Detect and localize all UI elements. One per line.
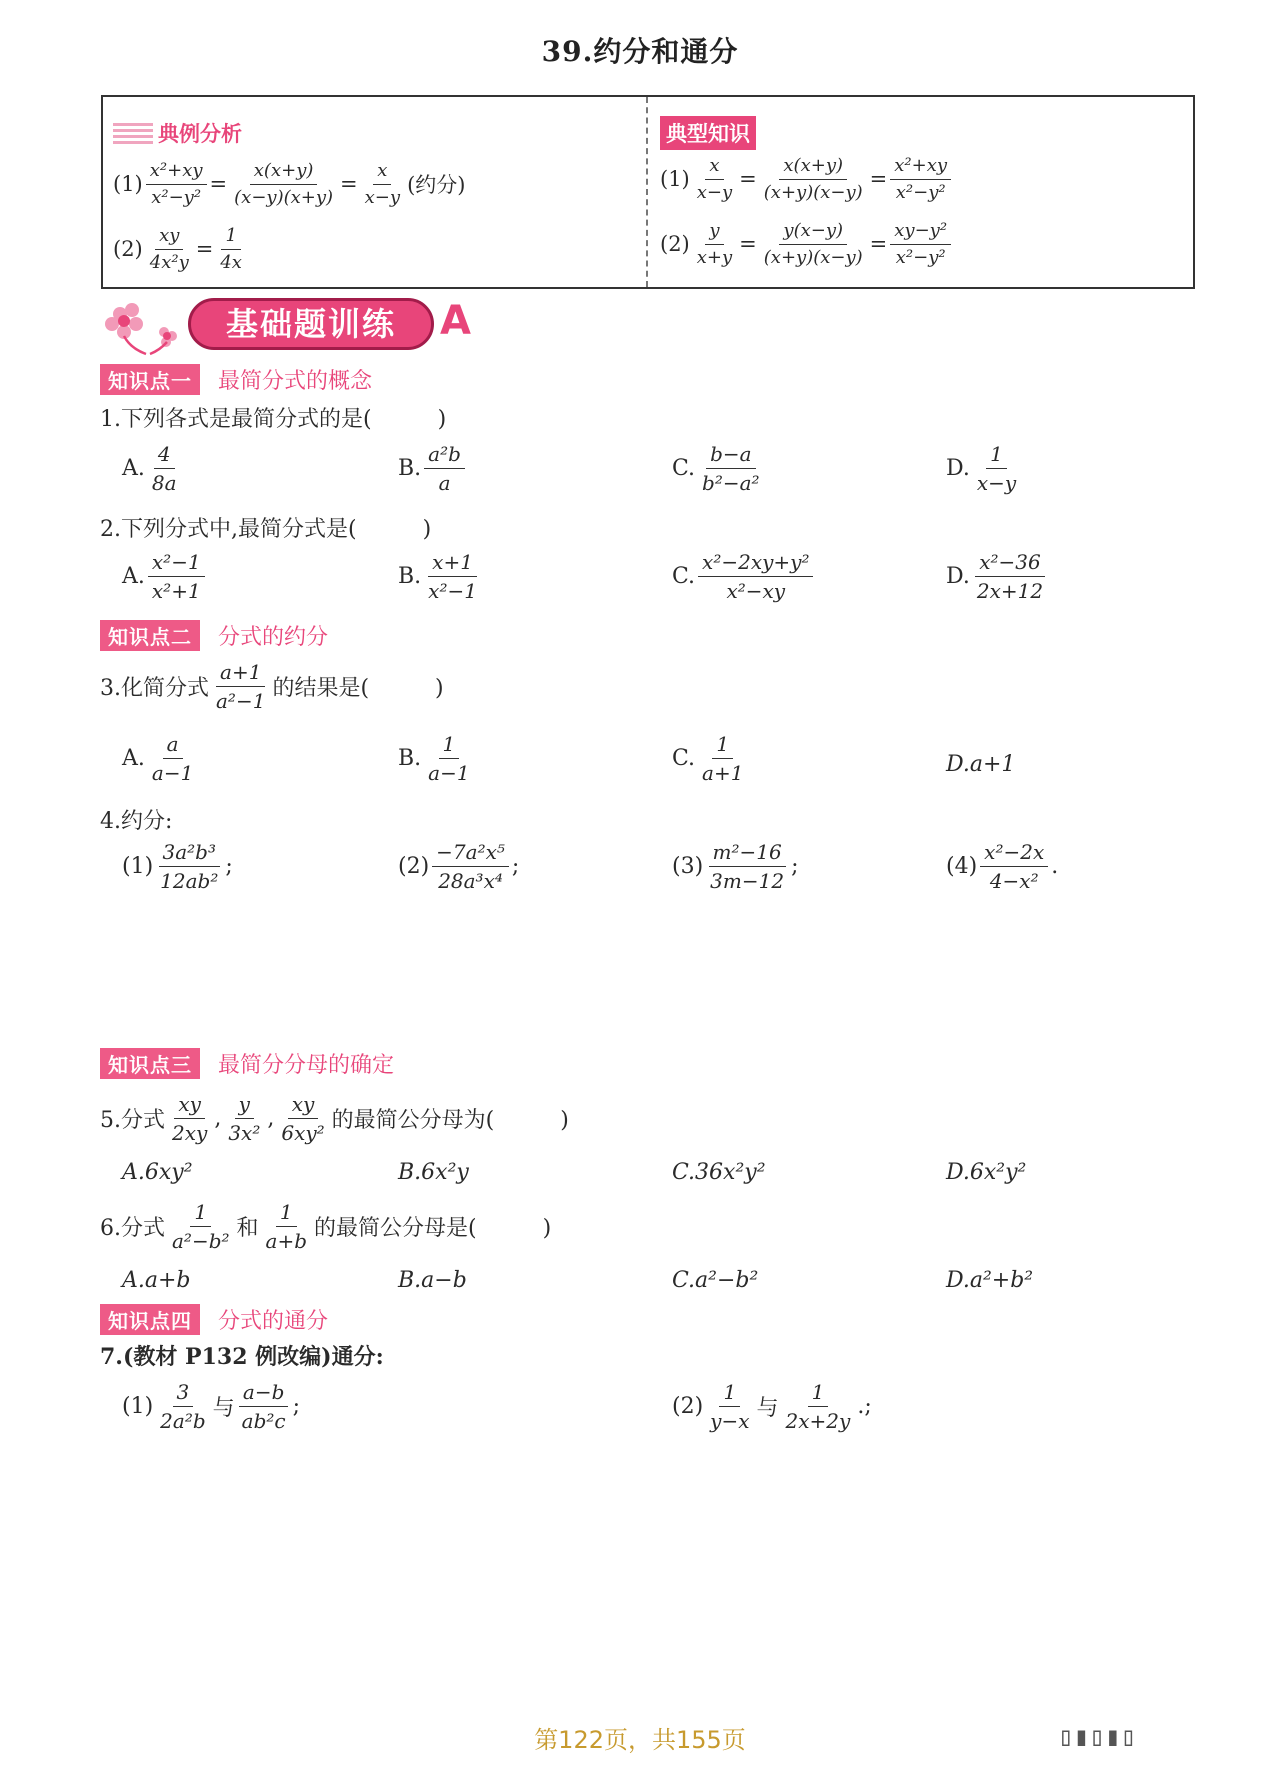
knowledge-point-1	[100, 364, 372, 395]
q5-option-b: B.6x²y	[398, 1160, 469, 1185]
q4-part-3: (3) $\frac{\text{m²−16}}{3m-12}$ ;	[672, 840, 799, 893]
fraction: $\frac{a-b}{\text{ab²c}}$	[238, 1380, 290, 1433]
flower-icon	[100, 296, 184, 356]
knowledge-point-3	[100, 1048, 394, 1079]
fraction: $\frac{1}{a+b}$	[265, 1200, 308, 1253]
fraction: $\frac{a+1}{\text{a²−1}}$	[216, 660, 266, 713]
fraction: $\frac{x}{x-y}$	[696, 155, 733, 203]
fraction: $\frac{\text{x²+xy}}{\text{x²−y²}}$	[146, 160, 207, 208]
question-4: 4.约分:	[100, 809, 173, 834]
fraction: $\frac{3}{\text{2a²b}}$	[160, 1380, 206, 1433]
knowledge-point-tag: 知识点四	[100, 1304, 200, 1335]
fraction: $\frac{\text{−7a²x⁵}}{\text{28a³x⁴}}$	[432, 840, 509, 893]
fraction: $\frac{y(x-y)}{(x+y)(x-y)}$	[763, 220, 863, 268]
example-right-2: (2) $\frac{y}{x+y}$ = $\frac{y(x-y)}{(x+y)(x-y)}$ = $\frac{\text{xy−y²}}{\text{x²−y²}}$	[660, 220, 954, 268]
knowledge-point-4	[100, 1304, 328, 1335]
fraction: $\frac{1}{4x}$	[220, 225, 242, 273]
fraction: $\frac{\text{x²+xy}}{\text{x²−y²}}$	[890, 155, 951, 203]
question-7: 7.(教材 P132 例改编)通分:	[100, 1344, 384, 1370]
scan-marks: ▯▮▯▮▯	[1058, 1722, 1137, 1752]
q6-option-b: B.a−b	[398, 1268, 467, 1293]
fraction: $\frac{1}{y-x}$	[710, 1380, 750, 1433]
q4-part-1: (1) $\frac{\text{3a²b³}}{\text{12ab²}}$ ;	[122, 840, 233, 893]
fraction: $\frac{\text{a²b}}{a}$	[424, 442, 465, 495]
fraction: $\frac{b-a}{\text{b²−a²}}$	[702, 442, 760, 495]
knowledge-point-tag: 知识点二	[100, 620, 200, 651]
q1-option-b: B. $\frac{\text{a²b}}{a}$	[398, 442, 468, 495]
example-divider	[646, 97, 648, 287]
fraction: $\frac{\text{3a²b³}}{\text{12ab²}}$	[160, 840, 219, 893]
q4-part-4: (4) $\frac{\text{x²−2x}}{\text{4−x²}}$ .	[946, 840, 1059, 893]
q1-option-c: C. $\frac{b-a}{\text{b²−a²}}$	[672, 442, 767, 495]
section-banner: 基础题训练	[188, 298, 434, 350]
question-3: 3.化简分式 $\frac{a+1}{\text{a²−1}}$ 的结果是( )	[100, 660, 444, 713]
example-tag: (1)	[660, 167, 690, 192]
fraction: $\frac{x(x+y)}{(x+y)(x-y)}$	[763, 155, 863, 203]
fraction: $\frac{1}{x-y}$	[976, 442, 1017, 495]
knowledge-point-tag: 知识点三	[100, 1048, 200, 1079]
fraction: $\frac{1}{\text{a²−b²}}$	[172, 1200, 230, 1253]
example-tag: (1)	[113, 172, 143, 197]
q5-option-c: C.36x²y²	[672, 1160, 766, 1185]
fraction: $\frac{1}{2x+2y}$	[785, 1380, 851, 1433]
q1-option-a: A. $\frac{4}{8a}$	[122, 442, 184, 495]
fraction: $\frac{\text{x²−1}}{\text{x²+1}}$	[148, 550, 205, 603]
example-left-2: (2) $\frac{xy}{\text{4x²y}}$ = $\frac{1}{4x}$	[113, 225, 249, 273]
q5-option-a: A.6xy²	[122, 1160, 193, 1185]
q3-option-d: D.a+1	[946, 752, 1016, 777]
example-tag: (2)	[113, 237, 143, 262]
knowledge-point-title: 最简分分母的确定	[218, 1053, 395, 1078]
q7-part-2: (2) $\frac{1}{y-x}$ 与 $\frac{1}{2x+2y}$ .;	[672, 1380, 872, 1433]
fraction: $\frac{x+1}{\text{x²−1}}$	[428, 550, 477, 603]
fraction: $\frac{1}{a-1}$	[428, 732, 470, 785]
q7-part-1: (1) $\frac{3}{\text{2a²b}}$ 与 $\frac{a-b}{\text{ab²c}}$ ;	[122, 1380, 301, 1433]
question-1: 1.下列各式是最简分式的是( )	[100, 407, 447, 432]
page-indicator: 第122页，共155页	[534, 1726, 746, 1754]
q3-option-b: B. $\frac{1}{a-1}$	[398, 732, 477, 785]
fraction: $\frac{y}{x+y}$	[696, 220, 733, 268]
fraction: $\frac{\text{xy−y²}}{\text{x²−y²}}$	[890, 220, 951, 268]
example-analysis-label: 典例分析	[158, 122, 242, 146]
question-6: 6.分式 $\frac{1}{\text{a²−b²}}$ 和 $\frac{1}{a+b}$ 的最简公分母是( )	[100, 1200, 552, 1253]
fraction: $\frac{\text{x²−2x}}{\text{4−x²}}$	[980, 840, 1048, 893]
q2-option-a: A. $\frac{\text{x²−1}}{\text{x²+1}}$	[122, 550, 208, 603]
example-left-1: (1) $\frac{\text{x²+xy}}{\text{x²−y²}}$ = $\frac{x(x+y)}{(x-y)(x+y)}$ = $\frac{x}{x-y}$ (约分)	[113, 160, 466, 208]
fraction: $\frac{\text{x²−2xy+y²}}{\text{x²−xy}}$	[698, 550, 813, 603]
example-tag: (2)	[660, 232, 690, 257]
question-5: 5.分式 $\frac{xy}{2xy}$ , $\frac{y}{\text{3x²}}$ , $\frac{xy}{\text{6xy²}}$ 的最简公分母为( )	[100, 1092, 569, 1145]
knowledge-point-tag: 知识点一	[100, 364, 200, 395]
q6-option-a: A.a+b	[122, 1268, 191, 1293]
q2-option-d: D. $\frac{\text{x²−36}}{2x+12}$	[946, 550, 1050, 603]
decorative-stripes-icon	[113, 123, 153, 145]
fraction: $\frac{\text{m²−16}}{3m-12}$	[710, 840, 785, 893]
example-note: (约分)	[407, 173, 466, 198]
fraction: $\frac{1}{a+1}$	[702, 732, 744, 785]
q6-option-c: C.a²−b²	[672, 1268, 759, 1293]
q3-option-c: C. $\frac{1}{a+1}$	[672, 732, 750, 785]
fraction: $\frac{xy}{\text{4x²y}}$	[149, 225, 189, 273]
typical-knowledge-label: 典型知识	[660, 116, 756, 150]
fraction: $\frac{y}{\text{3x²}}$	[228, 1092, 261, 1145]
q5-option-d: D.6x²y²	[946, 1160, 1027, 1185]
fraction: $\frac{x}{x-y}$	[364, 160, 401, 208]
section-banner-letter: A	[440, 298, 471, 344]
fraction: $\frac{xy}{2xy}$	[172, 1092, 208, 1145]
knowledge-point-2	[100, 620, 328, 651]
q2-option-c: C. $\frac{\text{x²−2xy+y²}}{\text{x²−xy}}$	[672, 550, 816, 603]
q2-option-b: B. $\frac{x+1}{\text{x²−1}}$	[398, 550, 484, 603]
q1-option-d: D. $\frac{1}{x-y}$	[946, 442, 1023, 495]
example-right-1: (1) $\frac{x}{x-y}$ = $\frac{x(x+y)}{(x+y)(x-y)}$ = $\frac{\text{x²+xy}}{\text{x²−y²}}$	[660, 155, 954, 203]
question-2: 2.下列分式中,最简分式是( )	[100, 517, 432, 542]
knowledge-point-title: 分式的约分	[218, 625, 329, 650]
fraction: $\frac{a}{a-1}$	[151, 732, 194, 785]
fraction: $\frac{x(x+y)}{(x-y)(x+y)}$	[234, 160, 334, 208]
q4-part-2: (2) $\frac{\text{−7a²x⁵}}{\text{28a³x⁴}}$ ;	[398, 840, 520, 893]
fraction: $\frac{xy}{\text{6xy²}}$	[281, 1092, 325, 1145]
q6-option-d: D.a²+b²	[946, 1268, 1034, 1293]
fraction: $\frac{\text{x²−36}}{2x+12}$	[976, 550, 1044, 603]
page-title: 39.约分和通分	[541, 35, 739, 68]
knowledge-point-title: 分式的通分	[218, 1309, 329, 1334]
knowledge-point-title: 最简分式的概念	[218, 369, 373, 394]
q3-option-a: A. $\frac{a}{a-1}$	[122, 732, 200, 785]
fraction: $\frac{4}{8a}$	[151, 442, 177, 495]
